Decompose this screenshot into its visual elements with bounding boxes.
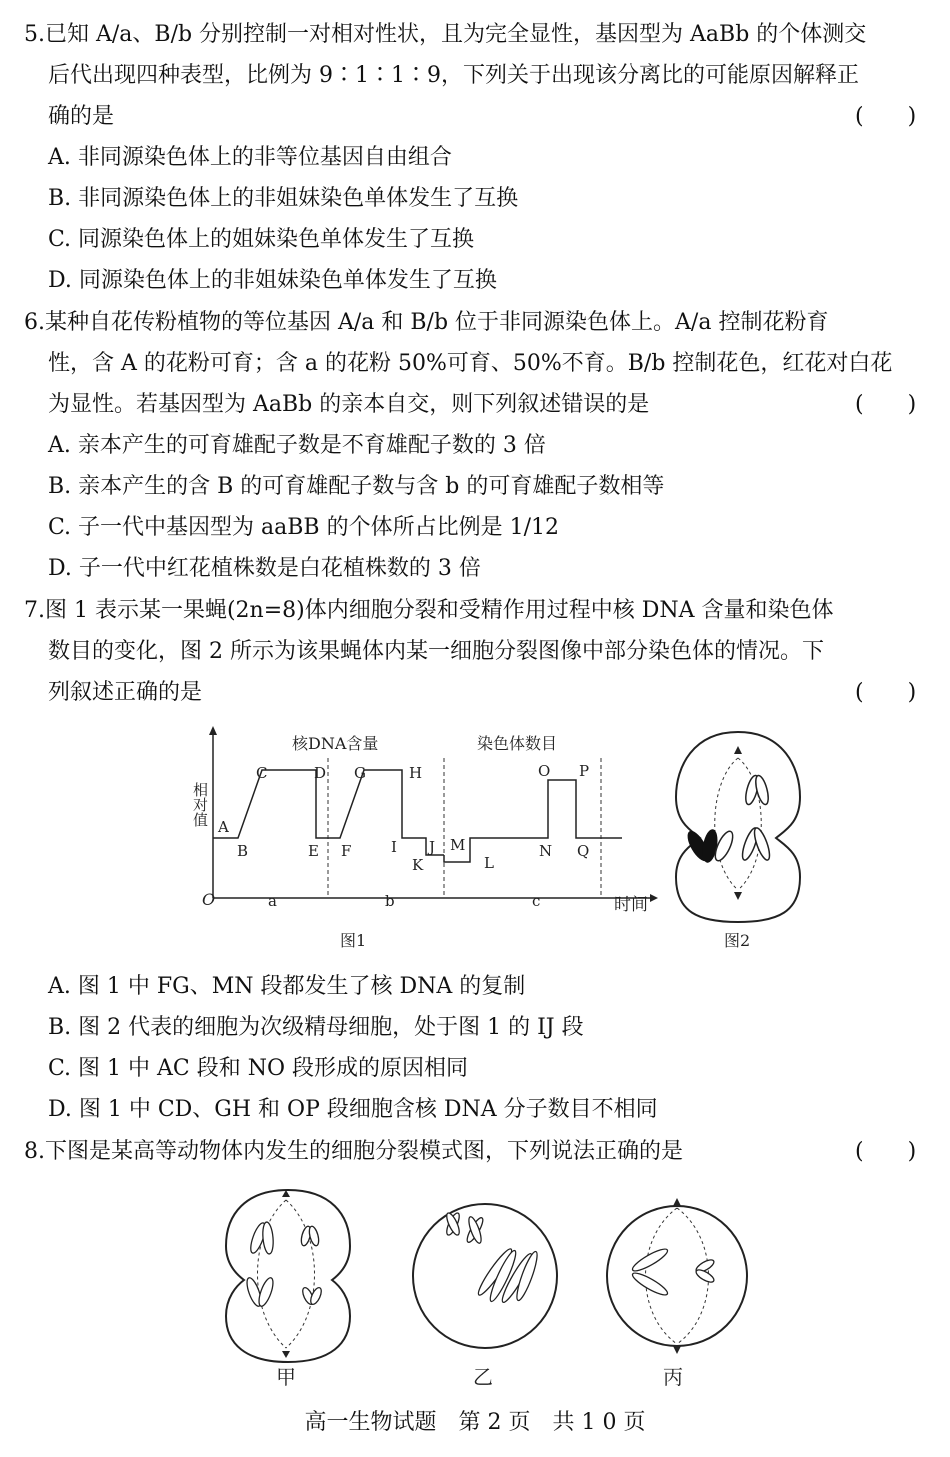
- q7-stem-line1: 7.图 1 表示某一果蝇(2n=8)体内细胞分裂和受精作用过程中核 DNA 含量和染色体: [24, 598, 834, 623]
- q5-stem-line1: 5.已知 A/a、B/b 分别控制一对相对性状，且为完全显性，基因型为 AaBb 的个体测交: [24, 22, 867, 47]
- segment-label-b: b: [385, 892, 395, 910]
- q5-option-c: C. 同源染色体上的姐妹染色单体发生了互换: [48, 227, 475, 252]
- q7-option-d: D. 图 1 中 CD、GH 和 OP 段细胞含核 DNA 分子数目不相同: [48, 1097, 658, 1122]
- point-label-h: H: [409, 764, 423, 782]
- point-label-d: D: [314, 764, 327, 782]
- cell-diagram-yi: [405, 1184, 565, 1389]
- q5-option-b: B. 非同源染色体上的非姐妹染色单体发生了互换: [48, 186, 519, 211]
- point-label-p: P: [579, 762, 590, 780]
- figure-2-cell: [668, 722, 810, 960]
- point-label-q: Q: [577, 842, 590, 860]
- q5-stem-line3: 确的是: [48, 104, 115, 129]
- figure-2-caption: 图2: [724, 931, 751, 950]
- point-label-b: B: [237, 842, 249, 860]
- q6-stem-line2: 性，含 A 的花粉可育；含 a 的花粉 50%可育、50%不育。B/b 控制花色，红花对白花: [48, 351, 893, 376]
- segment-label-c: c: [532, 892, 541, 910]
- segment-label-a: a: [268, 892, 277, 910]
- cell-bing-chromosomes: [630, 1246, 715, 1299]
- q6-option-d: D. 子一代中红花植株数是白花植株数的 3 倍: [48, 556, 481, 581]
- point-label-f: F: [341, 842, 352, 860]
- chromosome-count-curve: [444, 780, 622, 862]
- centrosome-bottom: [734, 892, 742, 900]
- q5-option-d: D. 同源染色体上的非姐妹染色单体发生了互换: [48, 268, 497, 293]
- cell-bing-centrosome-bottom: [673, 1346, 681, 1354]
- x-axis-label: 时间: [614, 895, 648, 915]
- cell-bing-caption: 丙: [663, 1365, 683, 1389]
- cell-diagram-jia: [218, 1184, 358, 1389]
- point-label-m: M: [450, 836, 466, 854]
- q5-stem-line2: 后代出现四种表型，比例为 9∶1∶1∶9，下列关于出现该分离比的可能原因解释正: [48, 63, 859, 88]
- q6-option-b: B. 亲本产生的含 B 的可育雄配子数与含 b 的可育雄配子数相等: [48, 474, 665, 499]
- y-axis-label: 相对值: [191, 782, 209, 827]
- point-label-i: I: [391, 838, 397, 856]
- page-footer: 高一生物试题 第 2 页 共 1 0 页: [304, 1410, 646, 1435]
- cell-bing-membrane: [607, 1206, 747, 1346]
- cell-jia-membrane: [226, 1190, 350, 1362]
- point-label-g: G: [354, 764, 366, 782]
- q5-answer-blank: ( ): [855, 104, 917, 129]
- y-axis-arrow: [209, 726, 217, 735]
- point-label-a: A: [218, 818, 229, 836]
- point-label-e: E: [308, 842, 319, 860]
- cell-bing-centrosome-top: [673, 1198, 681, 1206]
- spindle-fibers: [715, 758, 738, 890]
- chrom-curve-label: 染色体数目: [477, 734, 558, 753]
- q7-option-a: A. 图 1 中 FG、MN 段都发生了核 DNA 的复制: [48, 974, 526, 999]
- origin-label: O: [202, 890, 216, 909]
- x-axis-arrow: [650, 894, 658, 902]
- figure-1-caption: 图1: [340, 931, 367, 950]
- q7-stem-line3: 列叙述正确的是: [48, 680, 203, 705]
- q7-stem-line2: 数目的变化，图 2 所示为该果蝇体内某一细胞分裂图像中部分染色体的情况。下: [48, 639, 824, 664]
- q6-stem-line1: 6.某种自花传粉植物的等位基因 A/a 和 B/b 位于非同源染色体上。A/a 控制花粉育: [24, 310, 829, 335]
- cell-jia-caption: 甲: [276, 1365, 296, 1389]
- cell-jia-centrosome-bottom: [282, 1351, 290, 1358]
- q6-option-c: C. 子一代中基因型为 aaBB 的个体所占比例是 1/12: [48, 515, 559, 540]
- point-label-k: K: [412, 856, 424, 874]
- cell-diagram-bing: [605, 1184, 755, 1389]
- cell-jia-chromosome-2: [262, 1222, 275, 1255]
- dna-curve-label: 核DNA含量: [292, 734, 379, 753]
- cell-yi-membrane: [413, 1204, 557, 1348]
- q5-option-a: A. 非同源染色体上的非等位基因自由组合: [48, 145, 452, 170]
- cell-yi-chromosomes: [444, 1211, 540, 1304]
- q8-answer-blank: ( ): [855, 1139, 917, 1164]
- centrosome-top: [734, 746, 742, 754]
- q7-option-c: C. 图 1 中 AC 段和 NO 段形成的原因相同: [48, 1056, 468, 1081]
- figure-1-graph: [180, 722, 660, 960]
- point-label-j: J: [429, 838, 436, 856]
- point-label-l: L: [484, 854, 494, 872]
- point-label-c: C: [256, 764, 268, 782]
- point-label-n: N: [539, 842, 553, 860]
- q6-stem-line3: 为显性。若基因型为 AaBb 的亲本自交，则下列叙述错误的是: [48, 392, 650, 417]
- q8-stem: 8.下图是某高等动物体内发生的细胞分裂模式图，下列说法正确的是: [24, 1139, 683, 1164]
- q7-answer-blank: ( ): [855, 680, 917, 705]
- cell-yi-caption: 乙: [473, 1365, 493, 1389]
- q6-option-a: A. 亲本产生的可育雄配子数是不育雄配子数的 3 倍: [48, 433, 546, 458]
- cell-jia-chromosome-4: [308, 1225, 321, 1246]
- point-label-o: O: [538, 762, 551, 780]
- q7-option-b: B. 图 2 代表的细胞为次级精母细胞，处于图 1 的 IJ 段: [48, 1015, 584, 1040]
- q6-answer-blank: ( ): [855, 392, 917, 417]
